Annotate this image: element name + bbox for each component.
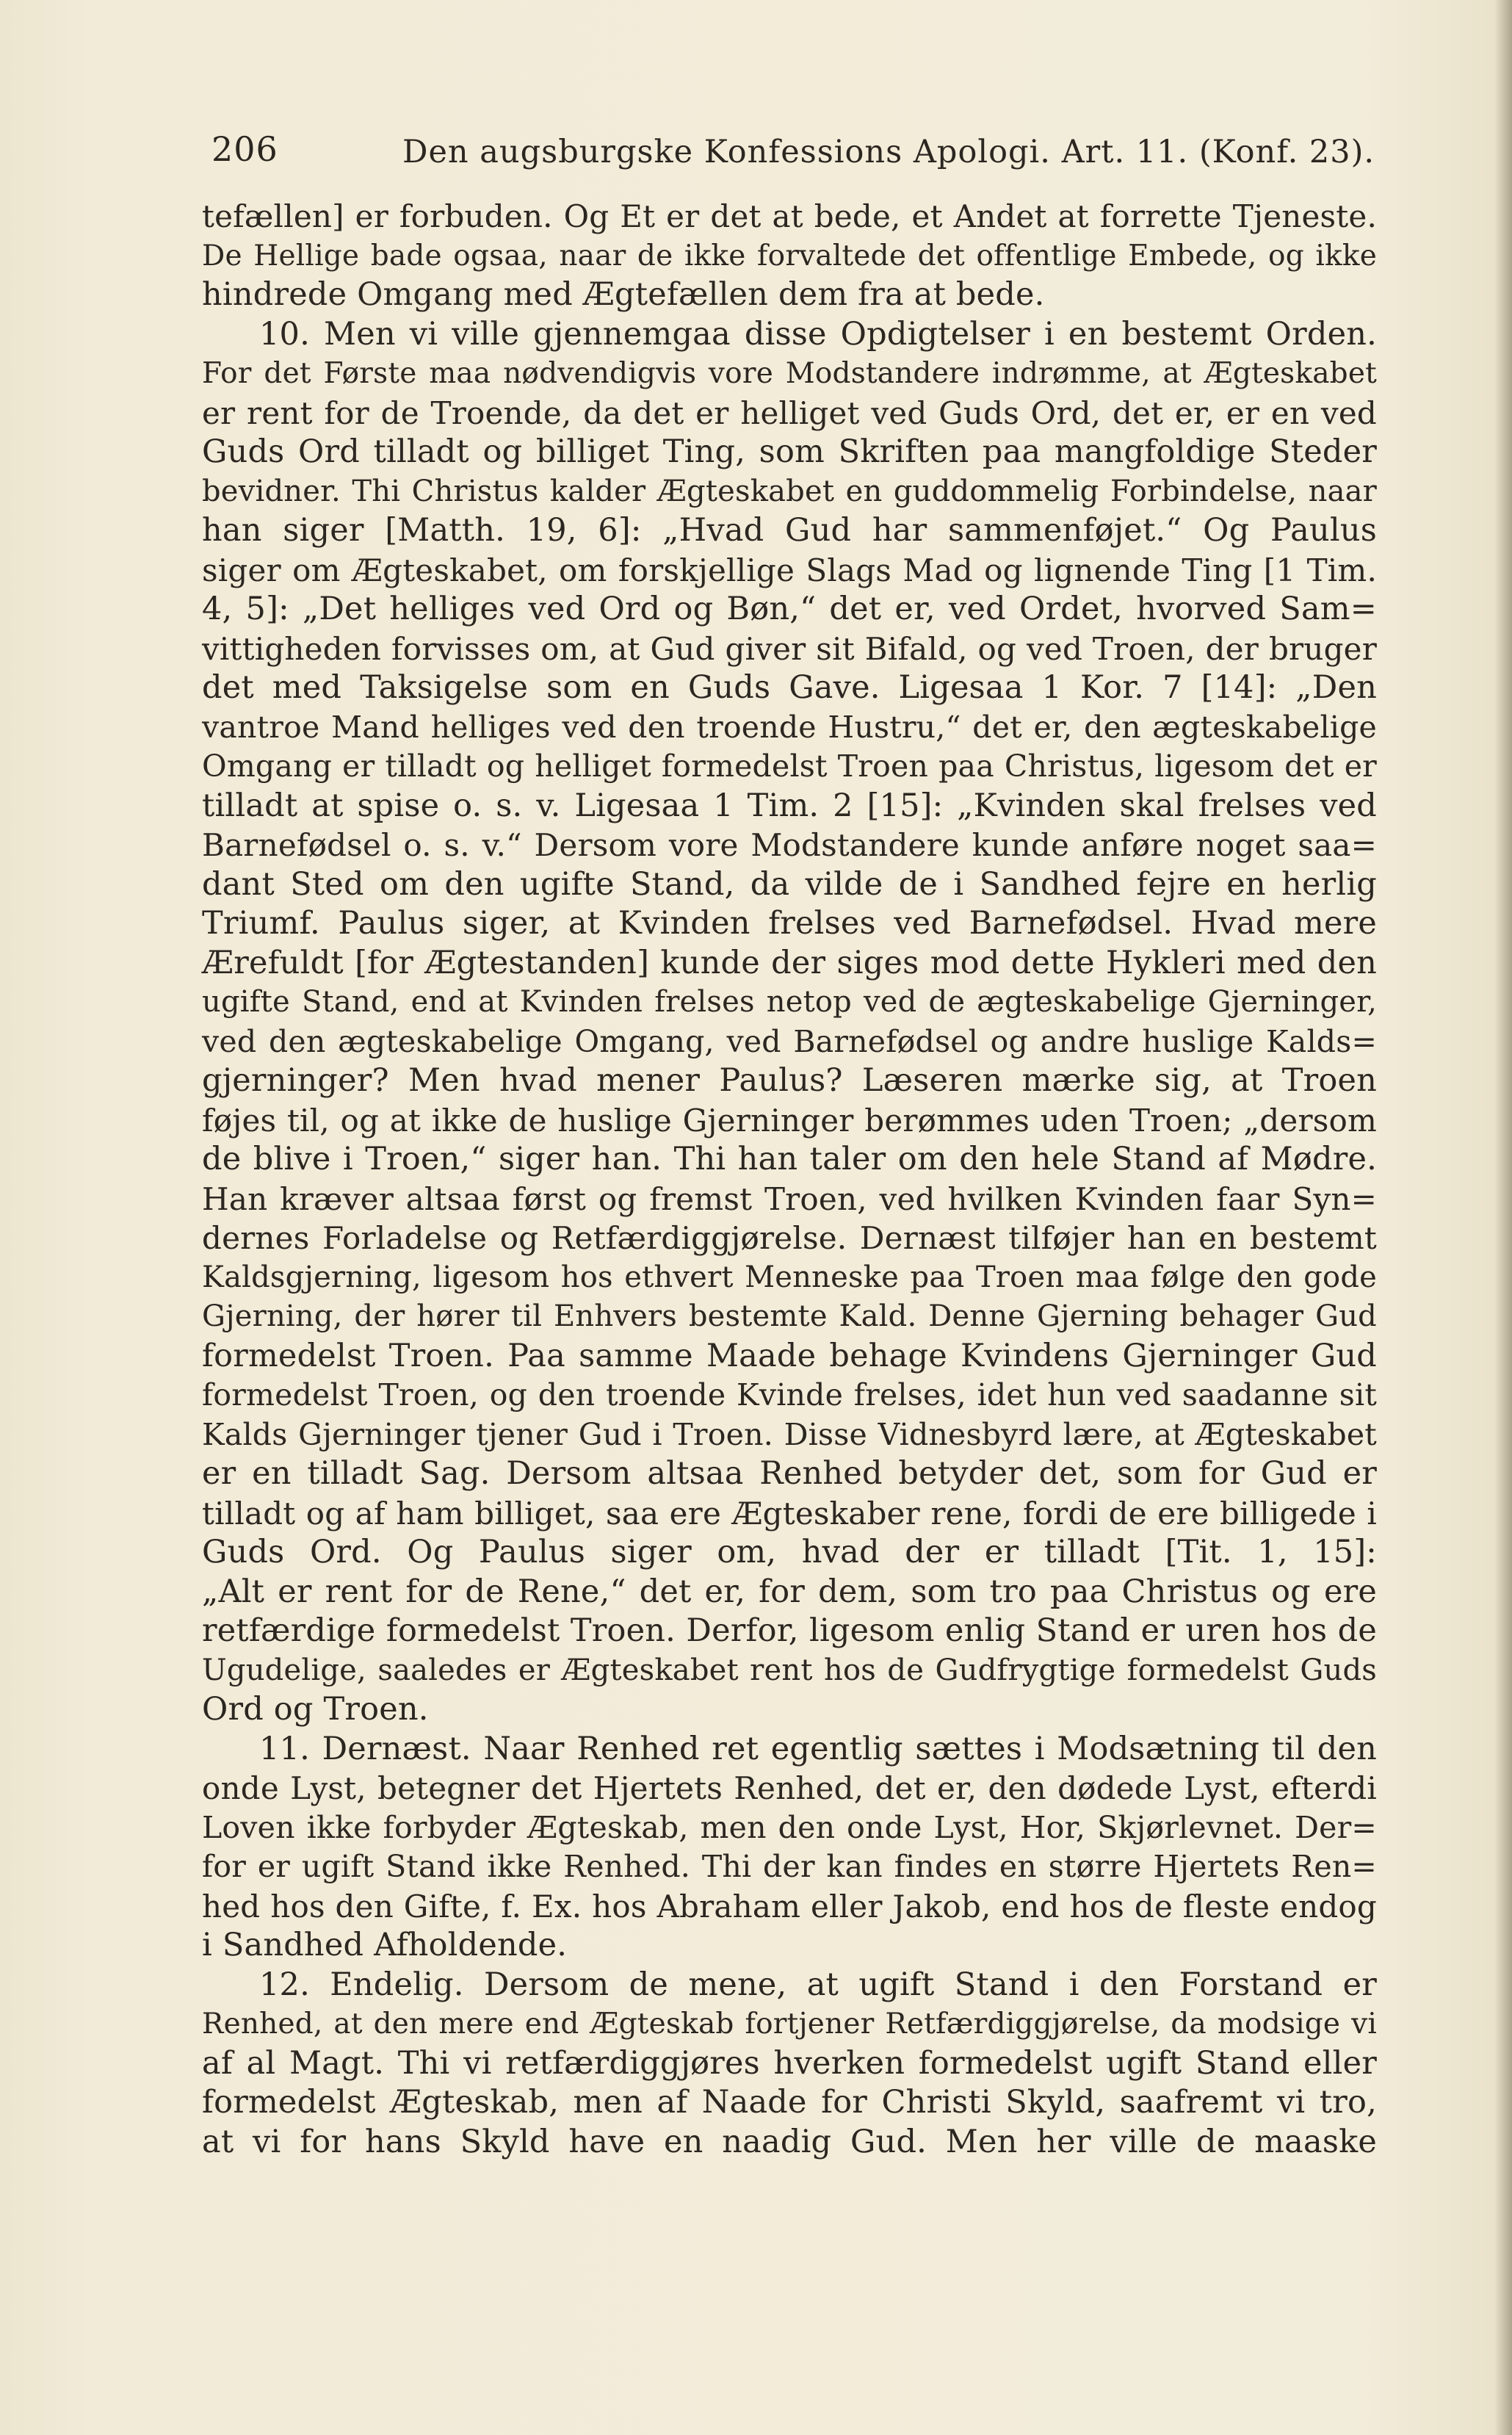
text-line: vittigheden forvisses om, at Gud giver sit Bifald, og ved Troen, der bruger xyxy=(202,630,1377,667)
text-line: Gjerning, der hører til Enhvers bestemte Kald. Denne Gjerning behager Gud xyxy=(202,1299,1377,1333)
body-text xyxy=(202,197,1377,2162)
text-line: Omgang er tilladt og helliget formedelst Troen paa Christus, ligesom det er xyxy=(202,748,1377,784)
page-header xyxy=(198,123,1373,182)
text-line: hindrede Omgang med Ægtefællen dem fra at bede. xyxy=(202,276,1045,313)
text-line: ugifte Stand, end at Kvinden frelses netop ved de ægteskabelige Gjerninger, xyxy=(202,985,1377,1019)
text-line: siger om Ægteskabet, om forskjellige Slags Mad og lignende Ting [1 Tim. xyxy=(202,552,1377,588)
text-line: af al Magt. Thi vi retfærdiggjøres hverken formedelst ugift Stand eller xyxy=(202,2044,1377,2082)
text-line: tilladt at spise o. s. v. Ligesaa 1 Tim. 2 [15]: „Kvinden skal frelses ved xyxy=(202,787,1377,824)
text-line: at vi for hans Skyld have en naadig Gud. Men her ville de maaske xyxy=(202,2123,1377,2160)
text-line: Han kræver altsaa først og fremst Troen, ved hvilken Kvinden faar Syn= xyxy=(202,1180,1377,1217)
text-line: er rent for de Troende, da det er helliget ved Guds Ord, det er, er en ved xyxy=(202,394,1377,431)
text-line: „Alt er rent for de Rene,“ det er, for dem, som tro paa Christus og ere xyxy=(202,1573,1377,1610)
text-line: Barnefødsel o. s. v.“ Dersom vore Modstandere kunde anføre noget saa= xyxy=(202,827,1377,863)
text-line: formedelst Ægteskab, men af Naade for Christi Skyld, saafremt vi tro, xyxy=(202,2084,1377,2121)
text-line: tefællen] er forbuden. Og Et er det at bede, et Andet at forrette Tjeneste. xyxy=(202,198,1377,234)
text-line: Guds Ord tilladt og billiget Ting, som Skriften paa mangfoldige Steder xyxy=(202,433,1377,470)
running-head: Den augsburgske Konfessions Apologi. Art. 11. (Konf. 23). xyxy=(402,134,1375,170)
paragraph-12-start: 12. Endelig. Dersom de mene, at ugift Stand i den Forstand er xyxy=(259,1966,1377,2003)
text-line: ved den ægteskabelige Omgang, ved Barnefødsel og andre huslige Kalds= xyxy=(202,1023,1377,1059)
text-line: det med Taksigelse som en Guds Gave. Ligesaa 1 Kor. 7 [14]: „Den xyxy=(202,669,1377,706)
text-line: tilladt og af ham billiget, saa ere Ægteskaber rene, fordi de ere billigede i xyxy=(202,1495,1377,1532)
text-line: er en tilladt Sag. Dersom altsaa Renhed betyder det, som for Gud er xyxy=(202,1455,1377,1492)
text-line: formedelst Troen. Paa samme Maade behage Kvindens Gjerninger Gud xyxy=(202,1337,1377,1374)
text-line: hed hos den Gifte, f. Ex. hos Abraham eller Jakob, end hos de fleste endog xyxy=(202,1888,1377,1924)
text-line: vantroe Mand helliges ved den troende Hustru,“ det er, den ægteskabelige xyxy=(202,709,1377,745)
text-line: onde Lyst, betegner det Hjertets Renhed, det er, den dødede Lyst, efterdi xyxy=(202,1770,1377,1806)
page-edge-shadow xyxy=(1494,0,1512,2435)
text-line: Guds Ord. Og Paulus siger om, hvad der er tilladt [Tit. 1, 15]: xyxy=(202,1534,1377,1570)
text-line: dernes Forladelse og Retfærdiggjørelse. Dernæst tilføjer han en bestemt xyxy=(202,1220,1377,1256)
text-line: For det Første maa nødvendigvis vore Modstandere indrømme, at Ægteskabet xyxy=(202,357,1377,390)
text-line: gjerninger? Men hvad mener Paulus? Læseren mærke sig, at Troen xyxy=(202,1062,1377,1099)
paragraph-10-start: 10. Men vi ville gjennemgaa disse Opdigtelser i en bestemt Orden. xyxy=(259,315,1377,353)
text-line: 4, 5]: „Det helliges ved Ord og Bøn,“ det er, ved Ordet, hvorved Sam= xyxy=(202,591,1377,627)
text-line: han siger [Matth. 19, 6]: „Hvad Gud har sammenføjet.“ Og Paulus xyxy=(202,512,1377,549)
text-line: Renhed, at den mere end Ægteskab fortjener Retfærdiggjørelse, da modsige vi xyxy=(202,2007,1377,2041)
text-line: De Hellige bade ogsaa, naar de ikke forvaltede det offentlige Embede, og ikke xyxy=(202,239,1377,273)
text-line: i Sandhed Afholdende. xyxy=(202,1927,568,1963)
text-line: Ord og Troen. xyxy=(202,1691,429,1728)
text-line: Kaldsgjerning, ligesom hos ethvert Menneske paa Troen maa følge den gode xyxy=(202,1260,1377,1294)
text-line: de blive i Troen,“ siger han. Thi han taler om den hele Stand af Mødre. xyxy=(202,1141,1377,1177)
text-line: Ærefuldt [for Ægtestanden] kunde der siges mod dette Hykleri med den xyxy=(202,944,1377,981)
text-line: Kalds Gjerninger tjener Gud i Troen. Disse Vidnesbyrd lære, at Ægteskabet xyxy=(202,1416,1377,1452)
text-line: bevidner. Thi Christus kalder Ægteskabet en guddommelig Forbindelse, naar xyxy=(202,474,1377,508)
text-line: retfærdige formedelst Troen. Derfor, ligesom enlig Stand er uren hos de xyxy=(202,1612,1377,1649)
paragraph-11-start: 11. Dernæst. Naar Renhed ret egentlig sættes i Modsætning til den xyxy=(259,1730,1377,1767)
text-line: Ugudelige, saaledes er Ægteskabet rent hos de Gudfrygtige formedelst Guds xyxy=(202,1653,1377,1687)
text-line: Triumf. Paulus siger, at Kvinden frelses ved Barnefødsel. Hvad mere xyxy=(202,905,1377,942)
text-line: for er ugift Stand ikke Renhed. Thi der kan findes en større Hjertets Ren= xyxy=(202,1849,1377,1884)
text-line: Loven ikke forbyder Ægteskab, men den onde Lyst, Hor, Skjørlevnet. Der= xyxy=(202,1809,1377,1845)
text-line: dant Sted om den ugifte Stand, da vilde de i Sandhed fejre en herlig xyxy=(202,865,1377,903)
text-line: formedelst Troen, og den troende Kvinde frelses, idet hun ved saadanne sit xyxy=(202,1377,1377,1413)
page-number: 206 xyxy=(211,129,278,169)
text-line: føjes til, og at ikke de huslige Gjerninger berømmes uden Troen; „dersom xyxy=(202,1102,1377,1139)
